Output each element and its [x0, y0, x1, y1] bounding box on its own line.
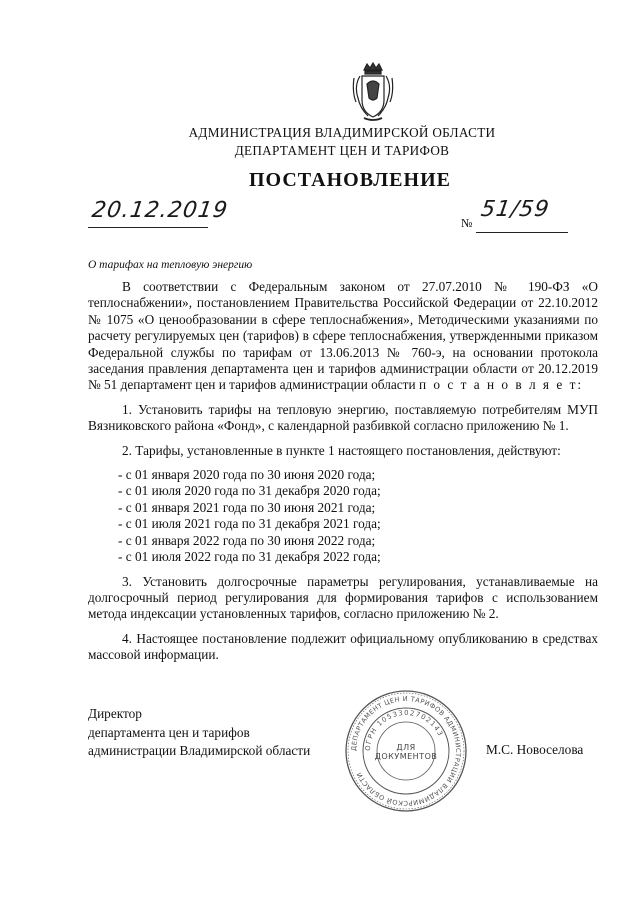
signatory-title-line: департамента цен и тарифов — [88, 724, 250, 740]
period-item: - с 01 июля 2022 года по 31 декабря 2022 года; — [118, 549, 381, 565]
preamble-paragraph — [88, 279, 598, 394]
stamp-center — [343, 743, 469, 761]
period-item: - с 01 июля 2020 года по 31 декабря 2020 года; — [118, 483, 381, 499]
handwritten-date: 20.12.2019 — [90, 198, 230, 223]
period-item: - с 01 января 2022 года по 30 июня 2022 года; — [118, 532, 376, 548]
stamp-inner-text: ОГРН 1053302702143 — [363, 708, 445, 752]
organization-name: АДМИНИСТРАЦИЯ ВЛАДИМИРСКОЙ ОБЛАСТИ — [188, 125, 496, 140]
signatory-name: М.С. Новоселова — [486, 742, 584, 757]
official-stamp — [343, 688, 469, 814]
stamp-ring-text: ДЕПАРТАМЕНТ ЦЕН И ТАРИФОВ АДМИНИСТРАЦИИ ВЛАДИМИРСКОЙ ОБЛАСТИ — [349, 694, 463, 808]
item-3: 3. Установить долгосрочные параметры регулирования, устанавливаемые на долгосрочный период регулирования для формирования тарифов с использованием метода индексации установленных тарифов, согласно приложению № 2. — [88, 573, 598, 622]
handwritten-number: 51/59 — [479, 197, 552, 222]
document-subject: О тарифах на тепловую энергию — [88, 259, 253, 271]
signatory-title-line: администрации Владимирской области — [88, 743, 311, 758]
date-underline — [88, 227, 208, 228]
item-1: 1. Установить тарифы на тепловую энергию, поставляемую потребителям МУП Вязниковского района «Фонд», с календарной разбивкой согласно приложению № 1. — [88, 401, 598, 434]
signatory-title-line: Директор — [88, 706, 142, 721]
number-underline — [476, 232, 568, 233]
period-item: - с 01 января 2021 года по 30 июня 2021 года; — [118, 499, 376, 515]
department-name: ДЕПАРТАМЕНТ ЦЕН И ТАРИФОВ — [234, 143, 450, 158]
stamp-center-line: ДЛЯ — [396, 743, 416, 752]
number-label: № — [461, 216, 473, 230]
preamble-text: В соответствии с Федеральным законом от 27.07.2010 № 190-ФЗ «О теплоснабжении», постановлением Правительства Российской Федерации от 22.10.2012 № 1075 «О ценообразовании в сфере теплоснабжения», Методическими указаниями по расчету регулируемых цен (тарифов) в сфере теплоснабжения, утвержденными приказом Федеральной службы по тарифам от 13.06.2013 № 760-э, на основании протокола заседания правления департамента цен и тарифов администрации области от 20.12.2019 № 51 департамент цен и тарифов администрации области — [88, 279, 598, 393]
document-type-title: ПОСТАНОВЛЕНИЕ — [249, 169, 451, 191]
item-2: 2. Тарифы, установленные в пункте 1 настоящего постановления, действуют: — [122, 442, 561, 458]
coat-of-arms-icon — [350, 62, 396, 122]
document-body — [88, 279, 598, 664]
decree-word: п о с т а н о в л я е т: — [418, 377, 584, 393]
item-4: 4. Настоящее постановление подлежит официальному опубликованию в средствах массовой информации. — [88, 630, 598, 663]
period-item: - с 01 июля 2021 года по 31 декабря 2021 года; — [118, 516, 381, 532]
period-item: - с 01 января 2020 года по 30 июня 2020 года; — [118, 467, 376, 483]
signatory-title — [88, 705, 310, 761]
stamp-center-line: ДОКУМЕНТОВ — [374, 752, 438, 761]
